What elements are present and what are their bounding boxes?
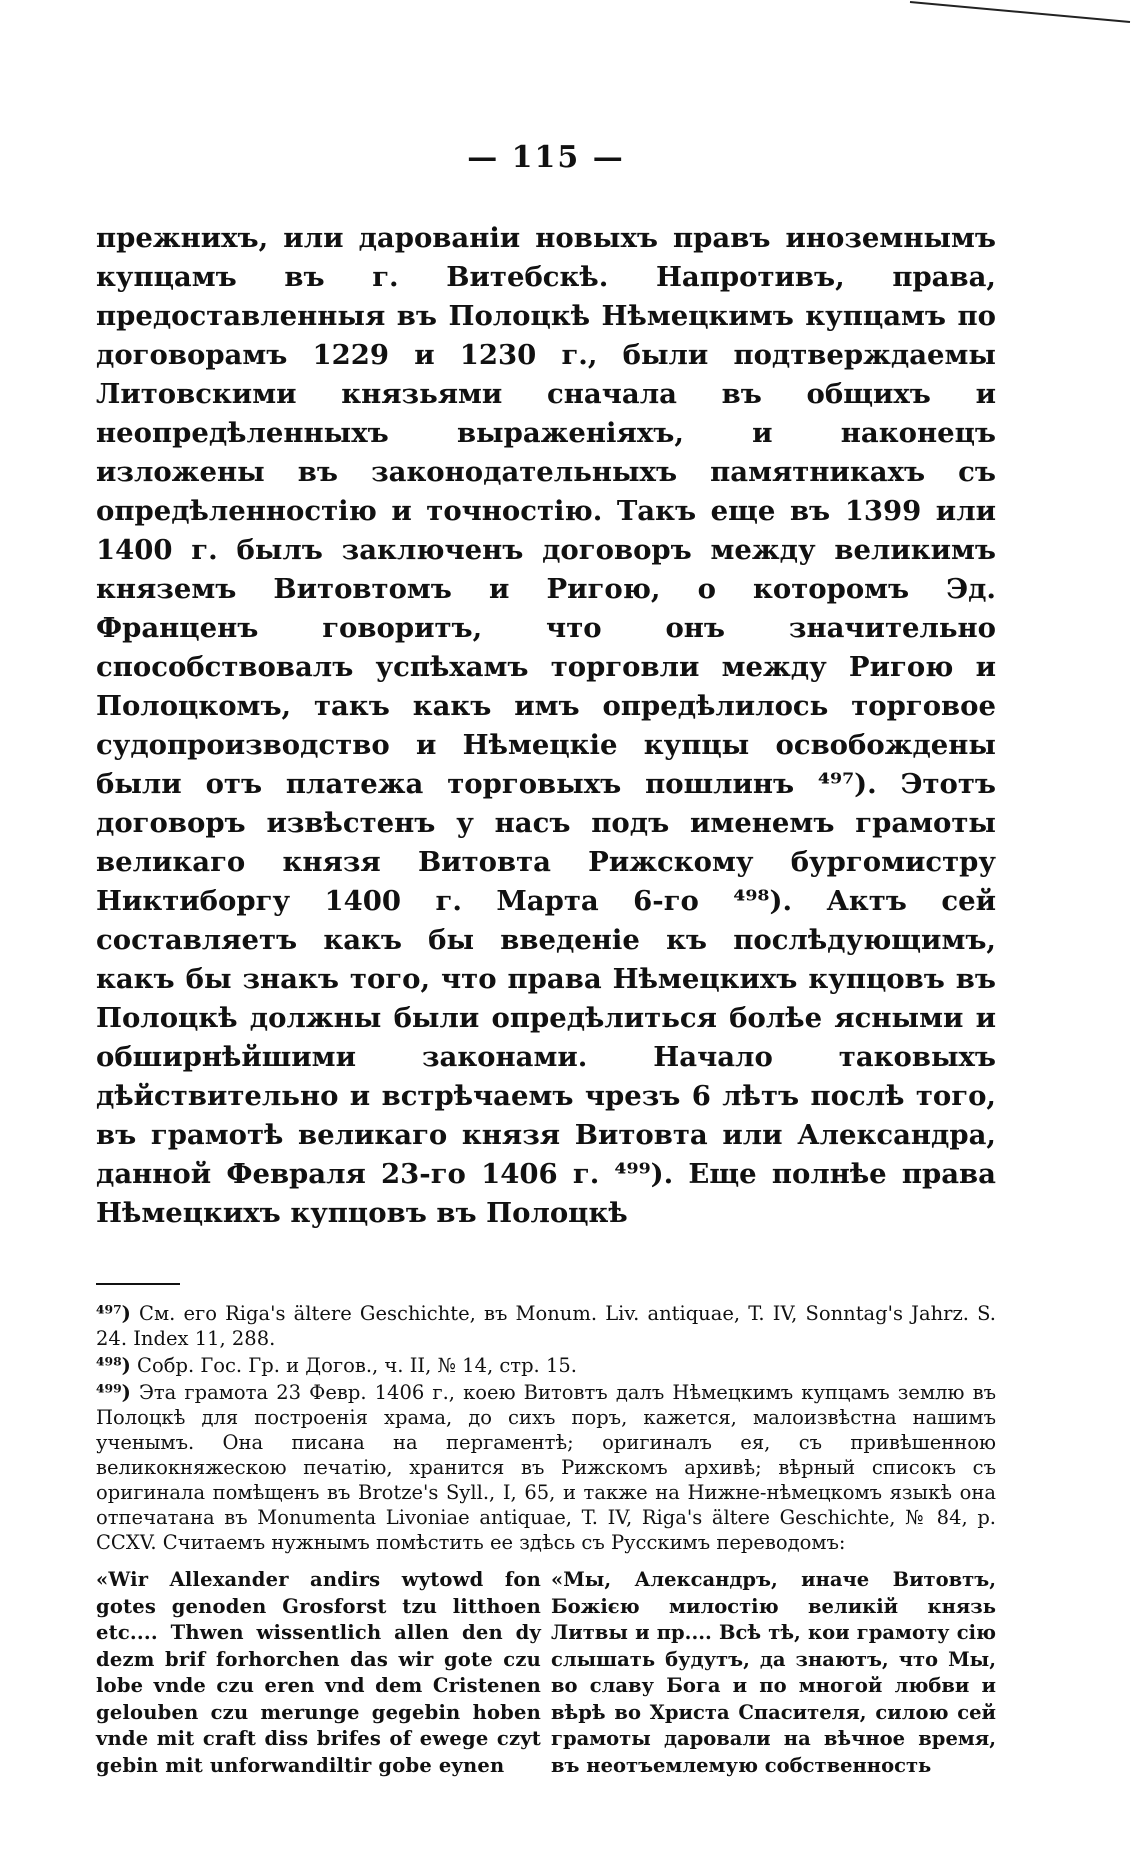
footnote-marker: ⁴⁹⁸): [96, 1354, 131, 1377]
book-page: [96, 140, 996, 1779]
main-text: прежнихъ, или дарованіи новыхъ правъ иноземнымъ купцамъ въ г. Витебскѣ. Напротивъ, права, предоставленныя въ Полоцкѣ Нѣмецкимъ купцамъ по договорамъ 1229 и 1230 г., были подтверждаемы Литовскими князьями сначала въ общихъ и неопредѣленныхъ выраженіяхъ, и наконецъ изложены въ законодательныхъ памятникахъ съ опредѣленностію и точностію. Такъ еще въ 1399 или 1400 г. былъ заключенъ договоръ между великимъ княземъ Витовтомъ и Ригою, о которомъ Эд. Франценъ говоритъ, что онъ значительно способствовалъ успѣхамъ торговли между Ригою и Полоцкомъ, такъ какъ имъ опредѣлилось торговое судопроизводство и Нѣмецкіе купцы освобождены были отъ платежа торговыхъ пошлинъ ⁴⁹⁷). Этотъ договоръ извѣстенъ у насъ подъ именемъ грамоты великаго князя Витовта Рижскому бургомистру Никтиборгу 1400 г. Марта 6-го ⁴⁹⁸). Актъ сей составляетъ какъ бы введеніе къ послѣдующимъ, какъ бы знакъ того, что права Нѣмецкихъ купцовъ въ Полоцкѣ должны были опредѣлиться болѣе ясными и обширнѣйшими законами. Начало таковыхъ дѣйствительно и встрѣчаемъ чрезъ 6 лѣтъ послѣ того, въ грамотѣ великаго князя Витовта или Александра, данной Февраля 23-го 1406 г. ⁴⁹⁹). Еще полнѣе права Нѣмецкихъ купцовъ въ Полоцкѣ: [96, 222, 996, 1229]
footnote-text: См. его Riga's ältere Geschichte, въ Monum. Liv. antiquae, T. IV, Sonntag's Jahrz. S. 24. Index 11, 288.: [96, 1302, 996, 1350]
german-original-column: «Wir Allexander andirs wytowd fon gotes genoden Grosforst tzu litthoen etc.... Thwen wissentlich allen den dy dezm brif forhorchen das wir gote czu lobe vnde czu eren vnd dem Cristenen gelouben czu merunge gegebin hoben vnde mit craft diss brifes of ewege czyt gebin mit unforwandiltir gobe eynen: [96, 1568, 541, 1777]
page-number: — 115 —: [467, 140, 625, 175]
footnote-marker: ⁴⁹⁷): [96, 1302, 131, 1325]
footnote-separator: [96, 1283, 180, 1285]
footnotes: [96, 1301, 996, 1555]
footnote-text: Собр. Гос. Гр. и Догов., ч. II, № 14, стр. 15.: [130, 1354, 577, 1377]
russian-translation-column: «Мы, Александръ, иначе Витовтъ, Божією милостію великій князь Литвы и пр.... Всѣ тѣ, кои грамоту сію слышать будутъ, да знаютъ, что Мы, во славу Бога и по многой любви и вѣрѣ во Христа Спасителя, силою сей грамоты даровали на вѣчное время, въ неотъемлемую собственность: [551, 1568, 996, 1777]
parallel-text-columns: [96, 1567, 996, 1779]
footnote-498: [96, 1353, 996, 1378]
footnote-marker: ⁴⁹⁹): [96, 1381, 131, 1404]
footnote-text: Эта грамота 23 Февр. 1406 г., коею Витовтъ далъ Нѣмецкимъ купцамъ землю въ Полоцкѣ для построенія храма, до сихъ поръ, кажется, малоизвѣстна нашимъ ученымъ. Она писана на пергаментѣ; оригиналъ ея, съ привѣшенною великокняжескою печатію, хранится въ Рижскомъ архивѣ; вѣрный списокъ съ оригинала помѣщенъ въ Brotze's Syll., I, 65, и также на Нижне-нѣмецкомъ языкѣ она отпечатана въ Monumenta Livoniae antiquae, T. IV, Riga's ältere Geschichte, № 84, p. CCXV. Считаемъ нужнымъ помѣстить ее здѣсь съ Русскимъ переводомъ:: [96, 1381, 996, 1554]
footnote-499: [96, 1380, 996, 1555]
scan-artifact-line: [900, 0, 1140, 30]
footnote-497: [96, 1301, 996, 1351]
